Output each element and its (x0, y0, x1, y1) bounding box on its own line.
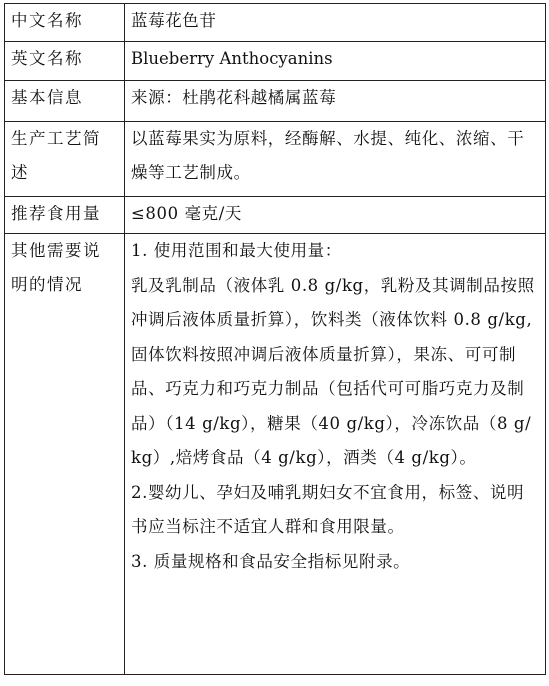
row-label: 推荐食用量 (5, 197, 125, 234)
note-paragraph-usage-detail: 乳及乳制品（液体乳 0.8 g/kg，乳粉及其调制品按照冲调后液体质量折算），饮料类（液体饮料 0.8 g/kg,固体饮料按照冲调后液体质量折算），果冻、可可制品、巧克力和巧克力制品（包括代可可脂巧克力及制品）（14 g/kg），糖果（40 g/kg），冷冻饮品（8 g/kg）,焙烤食品（4 g/kg），酒类（4 g/kg）。 (131, 275, 535, 467)
row-value: 来源：杜鹃花科越橘属蓝莓 (125, 81, 546, 122)
note-paragraph-restrictions: 2.婴幼儿、孕妇及哺乳期妇女不宜食用，标签、说明书应当标注不适宜人群和食用限量。 (131, 482, 525, 536)
table-row-basic-info (5, 81, 546, 122)
table-row-process (5, 122, 546, 197)
row-label: 生产工艺简述 (5, 122, 125, 197)
table-row-chinese-name (5, 4, 546, 42)
table-row-recommended-intake (5, 197, 546, 234)
row-value: 蓝莓花色苷 (125, 4, 546, 42)
row-label: 基本信息 (5, 81, 125, 122)
row-value: 以蓝莓果实为原料，经酶解、水提、纯化、浓缩、干燥等工艺制成。 (125, 122, 546, 197)
note-paragraph-specifications: 3. 质量规格和食品安全指标见附录。 (131, 551, 411, 571)
table-row-english-name (5, 42, 546, 81)
row-label: 中文名称 (5, 4, 125, 42)
row-value (125, 234, 546, 675)
product-info-table (4, 3, 546, 675)
note-paragraph-usage-title: 1. 使用范围和最大使用量： (131, 241, 342, 260)
table-row-other-notes (5, 234, 546, 675)
row-label: 英文名称 (5, 42, 125, 81)
row-label: 其他需要说明的情况 (5, 234, 125, 675)
row-value: ≤800 毫克/天 (125, 197, 546, 234)
row-value: Blueberry Anthocyanins (125, 42, 546, 81)
